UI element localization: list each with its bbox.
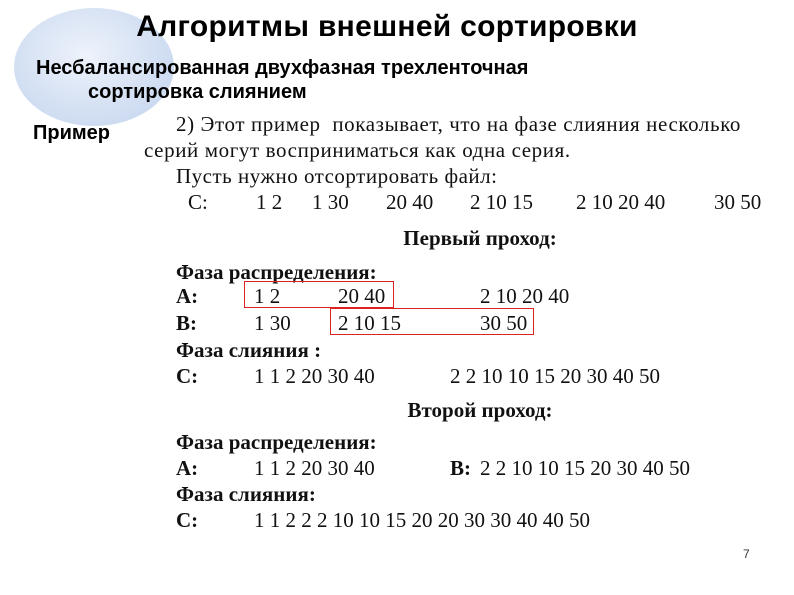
second-b-label: В: [450,456,471,480]
first-distribution-label: Фаза распределения: [176,260,377,284]
second-c-label: С: [176,508,199,532]
file-c-group: 2 10 20 40 [576,190,666,214]
page-number: 7 [743,547,750,561]
file-c-group: 1 30 [312,190,349,214]
file-c-group: 2 10 15 [470,190,533,214]
file-c-group: 30 50 [714,190,762,214]
file-c-group: 1 2 [256,190,283,214]
first-c-group: 2 2 10 10 15 20 30 40 50 [450,364,660,388]
second-a-label: А: [176,456,199,480]
first-a-label: А: [176,284,199,308]
first-b-group: 1 30 [254,311,291,335]
first-a-group: 20 40 [338,284,386,308]
subtitle-line-1: Несбалансированная двухфазная трехленточная [36,57,529,79]
slide-title: Алгоритмы внешней сортировки [136,10,638,43]
first-a-group: 2 10 20 40 [480,284,570,308]
first-b-label: В: [176,311,197,335]
first-b-group: 2 10 15 [338,311,401,335]
subtitle-line-2: сортировка слиянием [88,81,307,103]
highlight-box-a [244,281,394,308]
first-pass-heading: Первый проход: [403,226,557,250]
second-c-values: 1 1 2 2 2 10 10 15 20 20 30 30 40 40 50 [254,508,590,532]
example-label: Пример [33,122,111,144]
highlight-box-b [330,308,534,335]
intro-line-2: серий могут восприниматься как одна серия. [144,138,571,162]
first-c-label: С: [176,364,199,388]
intro-line-3: Пусть нужно отсортировать файл: [176,164,498,188]
first-c-group: 1 1 2 20 30 40 [254,364,375,388]
second-merge-label: Фаза слияния: [176,482,316,506]
scanned-example [140,108,790,538]
first-b-group: 30 50 [480,311,528,335]
second-b-values: 2 2 10 10 15 20 30 40 50 [480,456,690,480]
intro-line-1: 2) Этот пример показывает, что на фазе слияния несколько [176,112,742,136]
second-distribution-label: Фаза распределения: [176,430,377,454]
second-a-values: 1 1 2 20 30 40 [254,456,375,480]
first-a-group: 1 2 [254,284,281,308]
file-c-label: С: [188,190,208,214]
second-pass-heading: Второй проход: [407,398,553,422]
first-merge-label: Фаза слияния : [176,338,322,362]
file-c-group: 20 40 [386,190,434,214]
